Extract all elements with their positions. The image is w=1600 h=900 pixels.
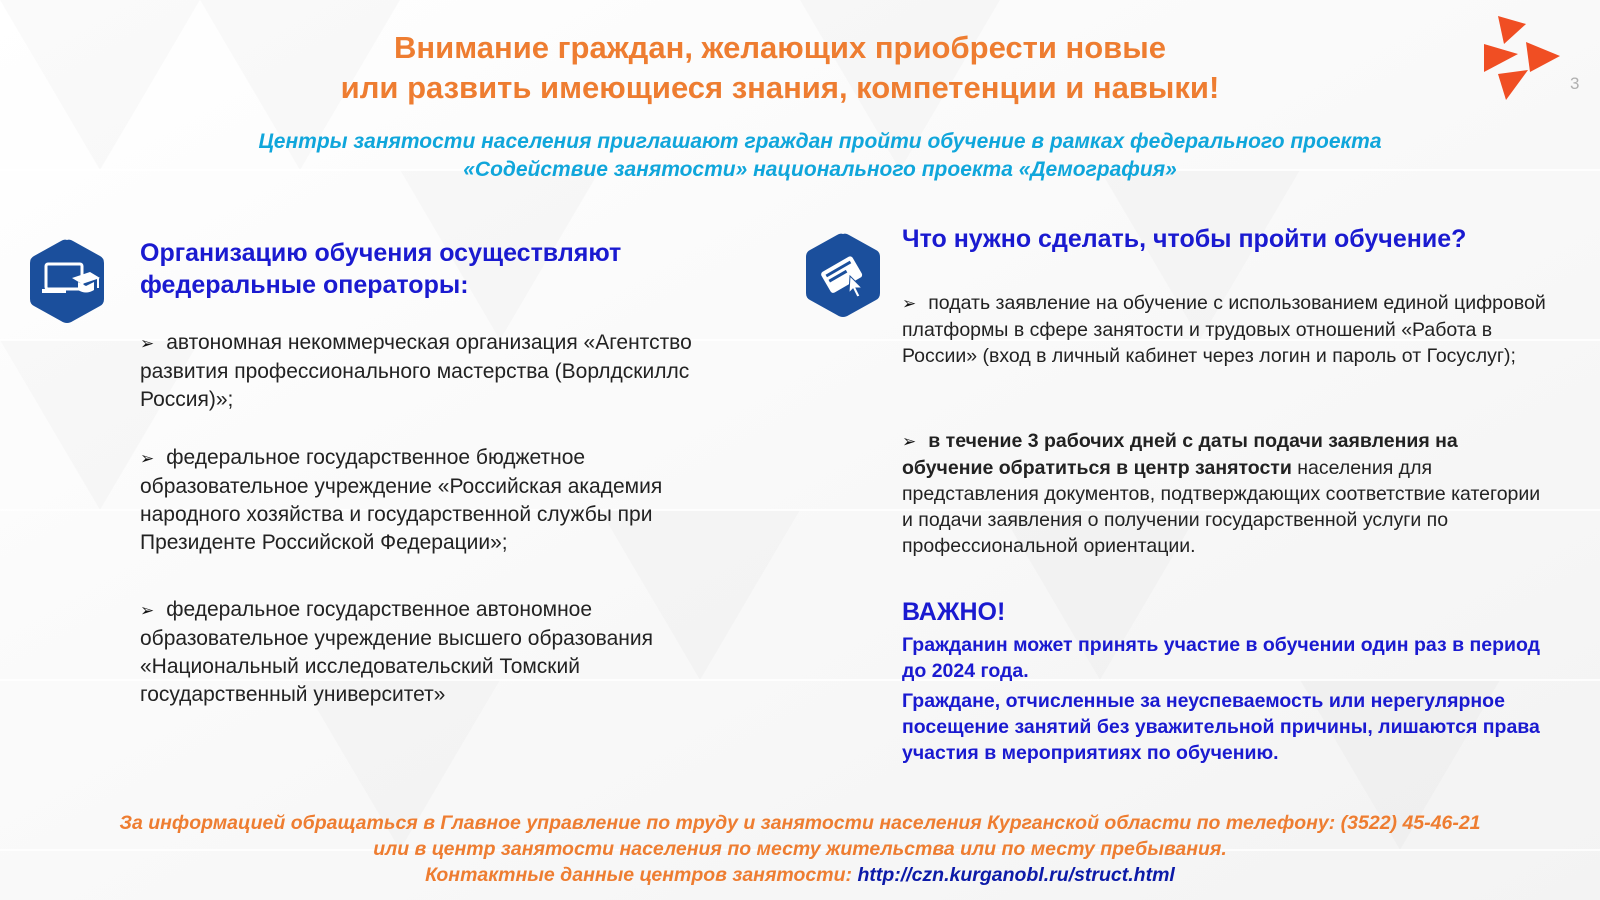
left-heading: Организацию обучения осуществляют федеральные операторы: bbox=[140, 239, 622, 299]
list-item bbox=[140, 329, 740, 414]
page-number: 3 bbox=[1570, 74, 1580, 93]
brand-arrows-logo-icon bbox=[1484, 14, 1564, 104]
list-item bbox=[140, 444, 740, 557]
title-line-1: Внимание граждан, желающих приобрести новые bbox=[394, 30, 1166, 65]
footer-line-3 bbox=[20, 862, 1580, 888]
list-item bbox=[902, 428, 1552, 559]
list-item bbox=[902, 290, 1552, 369]
bullet-arrow-icon: ➢ bbox=[140, 449, 155, 468]
bullet-arrow-icon: ➢ bbox=[902, 294, 917, 313]
list-item-bold-text: в течение 3 рабочих дней с даты подачи заявления на обучение обратиться в центр занятости bbox=[902, 430, 1458, 479]
bullet-arrow-icon: ➢ bbox=[140, 601, 155, 620]
subtitle-line-2: «Содействие занятости» национального проекта «Демография» bbox=[463, 158, 1177, 181]
footer-contacts-label: Контактные данные центров занятости: bbox=[425, 864, 858, 886]
important-text-2: Граждане, отчисленные за неуспеваемость или нерегулярное посещение занятий без уважительной причины, лишаются права участия в мероприятиях по обучению. bbox=[902, 690, 1540, 764]
bullet-arrow-icon: ➢ bbox=[140, 334, 155, 353]
important-text-1: Гражданин может принять участие в обучении один раз в период до 2024 года. bbox=[902, 634, 1541, 682]
list-item-text: населения для представления документов, подтверждающих соответствие категории и подачи заявления о получении государственной услуги по профессиональной ориентации. bbox=[902, 457, 1541, 557]
contacts-link[interactable]: http://czn.kurganobl.ru/struct.html bbox=[857, 864, 1175, 886]
list-item-text: федеральное государственное автономное образовательное учреждение высшего образования «Национальный исследовательский Томский государственный университет» bbox=[140, 598, 653, 706]
subtitle-line-1: Центры занятости населения приглашают граждан пройти обучение в рамках федерального проекта bbox=[258, 130, 1382, 153]
page-title bbox=[200, 28, 1360, 108]
right-heading: Что нужно сделать, чтобы пройти обучение? bbox=[902, 225, 1467, 253]
list-item bbox=[140, 596, 740, 709]
list-item-text: автономная некоммерческая организация «Агентство развития профессионального мастерства (Ворлдскиллс Россия)»; bbox=[140, 331, 692, 411]
footer-line-2: или в центр занятости населения по месту жительства или по месту пребывания. bbox=[373, 838, 1227, 860]
online-book-icon bbox=[804, 232, 882, 318]
list-item-text: подать заявление на обучение с использованием единой цифровой платформы в сфере занятости и трудовых отношений «Работа в России» (вход в личный кабинет через логин и пароль от Госуслуг); bbox=[902, 292, 1546, 367]
footer-line-1: За информацией обращаться в Главное управление по труду и занятости населения Курганской области по телефону: (3522) 45-46-21 bbox=[119, 812, 1481, 834]
bullet-arrow-icon: ➢ bbox=[902, 432, 917, 451]
important-title: ВАЖНО! bbox=[902, 598, 1006, 626]
footer-contact bbox=[20, 810, 1580, 888]
list-item-text: федеральное государственное бюджетное образовательное учреждение «Российская академия народного хозяйства и государственной службы при Президенте Российской Федерации»; bbox=[140, 446, 663, 554]
title-line-2: или развить имеющиеся знания, компетенции и навыки! bbox=[340, 70, 1220, 105]
graduation-computer-icon bbox=[28, 238, 106, 324]
subtitle bbox=[170, 128, 1470, 184]
